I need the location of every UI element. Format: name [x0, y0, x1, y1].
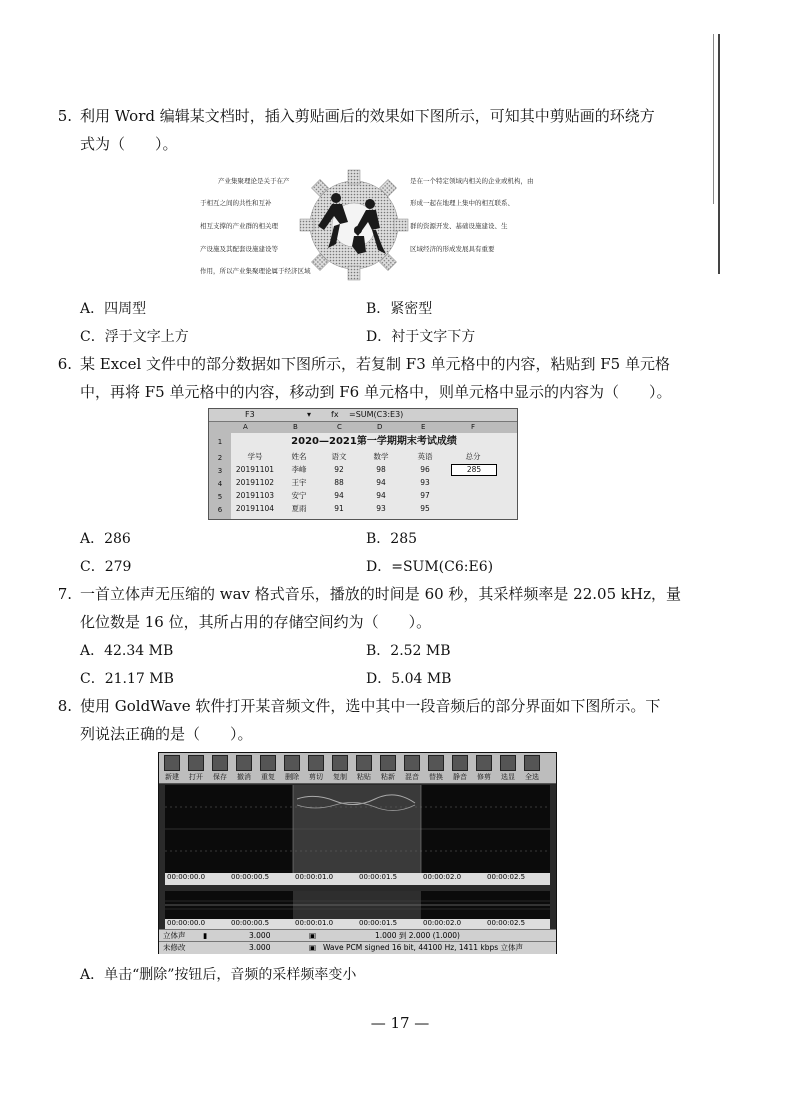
- column-header-row: [209, 422, 517, 433]
- q7-option-c: C．21.17 MB: [80, 671, 174, 687]
- q6-option-c: C．279: [80, 559, 132, 575]
- duration-status: 3.000: [249, 943, 271, 952]
- lock-icon: ▣: [309, 931, 317, 940]
- new-button[interactable]: [161, 755, 183, 781]
- dropdown-icon: ▾: [307, 410, 312, 419]
- header-cell: 语文: [331, 452, 347, 461]
- mix-button[interactable]: [401, 755, 423, 781]
- figure-line: 群的资源开发、基础设施建设、生: [410, 222, 508, 230]
- cut-button[interactable]: [305, 755, 327, 781]
- q7-number: 7.: [57, 585, 72, 603]
- data-cell: 20191103: [235, 491, 275, 500]
- figure-line: 产业集聚理论是关于在产: [218, 177, 290, 185]
- ruler-tick: 00:00:02.5: [487, 919, 526, 927]
- figure-line: 形成一起在地理上集中的相互联系、: [410, 199, 514, 207]
- data-cell: 94: [376, 478, 386, 487]
- toolbar-label: 选显: [501, 773, 515, 781]
- ruler-tick: 00:00:00.5: [231, 919, 270, 927]
- open-icon: [188, 755, 204, 771]
- q5-stem-line2: 式为（ ）。: [80, 135, 178, 153]
- replace-icon: [428, 755, 444, 771]
- figure-line: 作用，所以产业集聚理论属于经济区域: [200, 267, 311, 275]
- q7-option-a: A．42.34 MB: [80, 643, 174, 659]
- data-cell: 97: [420, 491, 430, 500]
- q7-stem-line2: 化位数是 16 位，其所占用的存储空间约为（ ）。: [80, 613, 432, 631]
- show-selection-button[interactable]: [497, 755, 519, 781]
- toolbar-label: 保存: [213, 773, 227, 781]
- toolbar-label: 删除: [285, 773, 299, 781]
- delete-button[interactable]: [281, 755, 303, 781]
- data-cell: 93: [420, 478, 430, 487]
- toolbar-label: 剪切: [309, 773, 323, 781]
- active-cell-f3[interactable]: 285: [451, 464, 497, 476]
- waveform-overview[interactable]: [165, 891, 550, 919]
- replace-button[interactable]: [425, 755, 447, 781]
- header-cell: 学号: [247, 452, 263, 461]
- row-header-column: [209, 433, 231, 519]
- copy-icon: [332, 755, 348, 771]
- paste-icon: [356, 755, 372, 771]
- time-ruler-main: [165, 873, 550, 885]
- undo-icon: [236, 755, 252, 771]
- data-cell: 20191104: [235, 504, 275, 513]
- ruler-tick: 00:00:01.0: [295, 873, 334, 881]
- toolbar-label: 撤消: [237, 773, 251, 781]
- waveform-main[interactable]: [165, 785, 550, 873]
- data-cell: 夏雨: [291, 504, 307, 513]
- column-header: C: [337, 423, 342, 431]
- column-header: A: [243, 423, 248, 431]
- excel-figure: [208, 408, 518, 520]
- toolbar-label: 混音: [405, 773, 419, 781]
- length-status: 3.000: [249, 931, 271, 940]
- row-header: 2: [217, 454, 223, 462]
- header-cell: 数学: [373, 452, 389, 461]
- new-icon: [164, 755, 180, 771]
- goldwave-figure: [158, 752, 557, 954]
- redo-button[interactable]: [257, 755, 279, 781]
- header-cell: 英语: [417, 452, 433, 461]
- column-header: D: [377, 423, 383, 431]
- undo-button[interactable]: [233, 755, 255, 781]
- fx-icon: fx: [331, 410, 339, 419]
- figure-line: 相互支撑的产业群的相关理: [200, 222, 278, 230]
- data-cell: 94: [334, 491, 344, 500]
- open-button[interactable]: [185, 755, 207, 781]
- select-all-button[interactable]: [521, 755, 543, 781]
- column-header: E: [421, 423, 426, 431]
- trim-icon: [476, 755, 492, 771]
- data-cell: 96: [420, 465, 430, 474]
- page-number: — 17 —: [370, 1014, 430, 1032]
- column-header: B: [293, 423, 298, 431]
- formula-text: =SUM(C3:E3): [349, 410, 404, 419]
- mix-icon: [404, 755, 420, 771]
- data-cell: 安宁: [291, 491, 307, 500]
- data-cell: 95: [420, 504, 430, 513]
- gear-runners-clipart-icon: [296, 166, 412, 284]
- toolbar-label: 粘贴: [357, 773, 371, 781]
- modified-status: 未修改: [163, 943, 186, 952]
- q5-option-b: B．紧密型: [366, 301, 433, 317]
- q5-option-c: C．浮于文字上方: [80, 329, 189, 345]
- data-cell: 98: [376, 465, 386, 474]
- figure-line: 区域经济的形成发展具有重要: [410, 245, 495, 253]
- silence-icon: [452, 755, 468, 771]
- toolbar-label: 修剪: [477, 773, 491, 781]
- row-header: 5: [217, 493, 223, 501]
- toolbar-label: 打开: [189, 773, 203, 781]
- column-header: F: [471, 423, 476, 431]
- ruler-tick: 00:00:01.5: [359, 873, 398, 881]
- figure-line: 产设施及其配套设施建设等: [200, 245, 278, 253]
- row-header: 1: [217, 438, 223, 446]
- sheet-title: 2020—2021第一学期期末考试成绩: [291, 436, 457, 447]
- channel-icon: ▮: [203, 931, 208, 940]
- ruler-tick: 00:00:00.0: [167, 873, 206, 881]
- row-header: 3: [217, 467, 223, 475]
- q7-stem-line1: 一首立体声无压缩的 wav 格式音乐，播放的时间是 60 秒，其采样频率是 22.05 kHz，量: [80, 585, 681, 603]
- q5-option-a: A．四周型: [80, 301, 147, 317]
- q8-option-a: A．单击“删除”按钮后，音频的采样频率变小: [80, 967, 357, 983]
- format-icon: ▣: [309, 943, 317, 952]
- q6-stem-line1: 某 Excel 文件中的部分数据如下图所示，若复制 F3 单元格中的内容，粘贴到 F5 单元格: [80, 355, 670, 373]
- q6-number: 6.: [57, 355, 72, 373]
- data-cell: 94: [376, 491, 386, 500]
- goldwave-toolbar: [159, 753, 556, 784]
- q6-option-a: A．286: [80, 531, 131, 547]
- toolbar-label: 静音: [453, 773, 467, 781]
- data-cell: 92: [334, 465, 344, 474]
- toolbar-label: 复制: [333, 773, 347, 781]
- data-cell: 20191101: [235, 465, 275, 474]
- q5-number: 5.: [57, 107, 72, 125]
- redo-icon: [260, 755, 276, 771]
- header-cell: 总分: [465, 452, 481, 461]
- row-header: 6: [217, 506, 223, 514]
- toolbar-label: 粘新: [381, 773, 395, 781]
- silence-button[interactable]: [449, 755, 471, 781]
- ruler-tick: 00:00:00.0: [167, 919, 206, 927]
- ruler-tick: 00:00:02.0: [423, 919, 462, 927]
- q6-option-b: B．285: [366, 531, 418, 547]
- header-cell: 姓名: [291, 452, 307, 461]
- data-cell: 李峰: [291, 465, 307, 474]
- q8-number: 8.: [57, 697, 72, 715]
- data-cell: 91: [334, 504, 344, 513]
- toolbar-label: 全选: [525, 773, 539, 781]
- trim-button[interactable]: [473, 755, 495, 781]
- show-selection-icon: [500, 755, 516, 771]
- selection-range: 1.000 到 2.000 (1.000): [375, 931, 460, 940]
- data-cell: 93: [376, 504, 386, 513]
- copy-button[interactable]: [329, 755, 351, 781]
- row-header: 4: [217, 480, 223, 488]
- toolbar-label: 新建: [165, 773, 179, 781]
- q7-option-b: B．2.52 MB: [366, 643, 451, 659]
- q8-stem-line1: 使用 GoldWave 软件打开某音频文件，选中其中一段音频后的部分界面如下图所示。下: [80, 697, 661, 715]
- figure-line: 于相互之间的共性和互补: [200, 199, 272, 207]
- q5-option-d: D．衬于文字下方: [366, 329, 476, 345]
- data-cell: 王宇: [291, 478, 307, 487]
- channel-status: 立体声: [163, 931, 186, 940]
- data-cell: 20191102: [235, 478, 275, 487]
- save-icon: [212, 755, 228, 771]
- data-cell: 88: [334, 478, 344, 487]
- ruler-tick: 00:00:02.0: [423, 873, 462, 881]
- format-status: Wave PCM signed 16 bit, 44100 Hz, 1411 kbps 立体声: [323, 943, 524, 952]
- cut-icon: [308, 755, 324, 771]
- q6-stem-line2: 中，再将 F5 单元格中的内容，移动到 F6 单元格中，则单元格中显示的内容为（ ）。: [80, 383, 672, 401]
- ruler-tick: 00:00:02.5: [487, 873, 526, 881]
- toolbar-label: 替换: [429, 773, 443, 781]
- formula-bar: [209, 409, 517, 422]
- ruler-tick: 00:00:01.0: [295, 919, 334, 927]
- name-box: F3: [245, 410, 255, 419]
- q8-stem-line2: 列说法正确的是（ ）。: [80, 725, 253, 743]
- paste-new-button[interactable]: [377, 755, 399, 781]
- delete-icon: [284, 755, 300, 771]
- select-all-icon: [524, 755, 540, 771]
- status-bar-2: [159, 941, 556, 954]
- q5-stem-line1: 利用 Word 编辑某文档时，插入剪贴画后的效果如下图所示，可知其中剪贴画的环绕方: [80, 107, 655, 125]
- q6-option-d: D．=SUM(C6:E6): [366, 559, 494, 575]
- paste-button[interactable]: [353, 755, 375, 781]
- paste-new-icon: [380, 755, 396, 771]
- ruler-tick: 00:00:00.5: [231, 873, 270, 881]
- word-clipart-figure: [196, 166, 534, 288]
- toolbar-label: 重复: [261, 773, 275, 781]
- figure-line: 是在一个特定领域内相关的企业或机构，由: [410, 177, 534, 185]
- q7-option-d: D．5.04 MB: [366, 671, 452, 687]
- save-button[interactable]: [209, 755, 231, 781]
- ruler-tick: 00:00:01.5: [359, 919, 398, 927]
